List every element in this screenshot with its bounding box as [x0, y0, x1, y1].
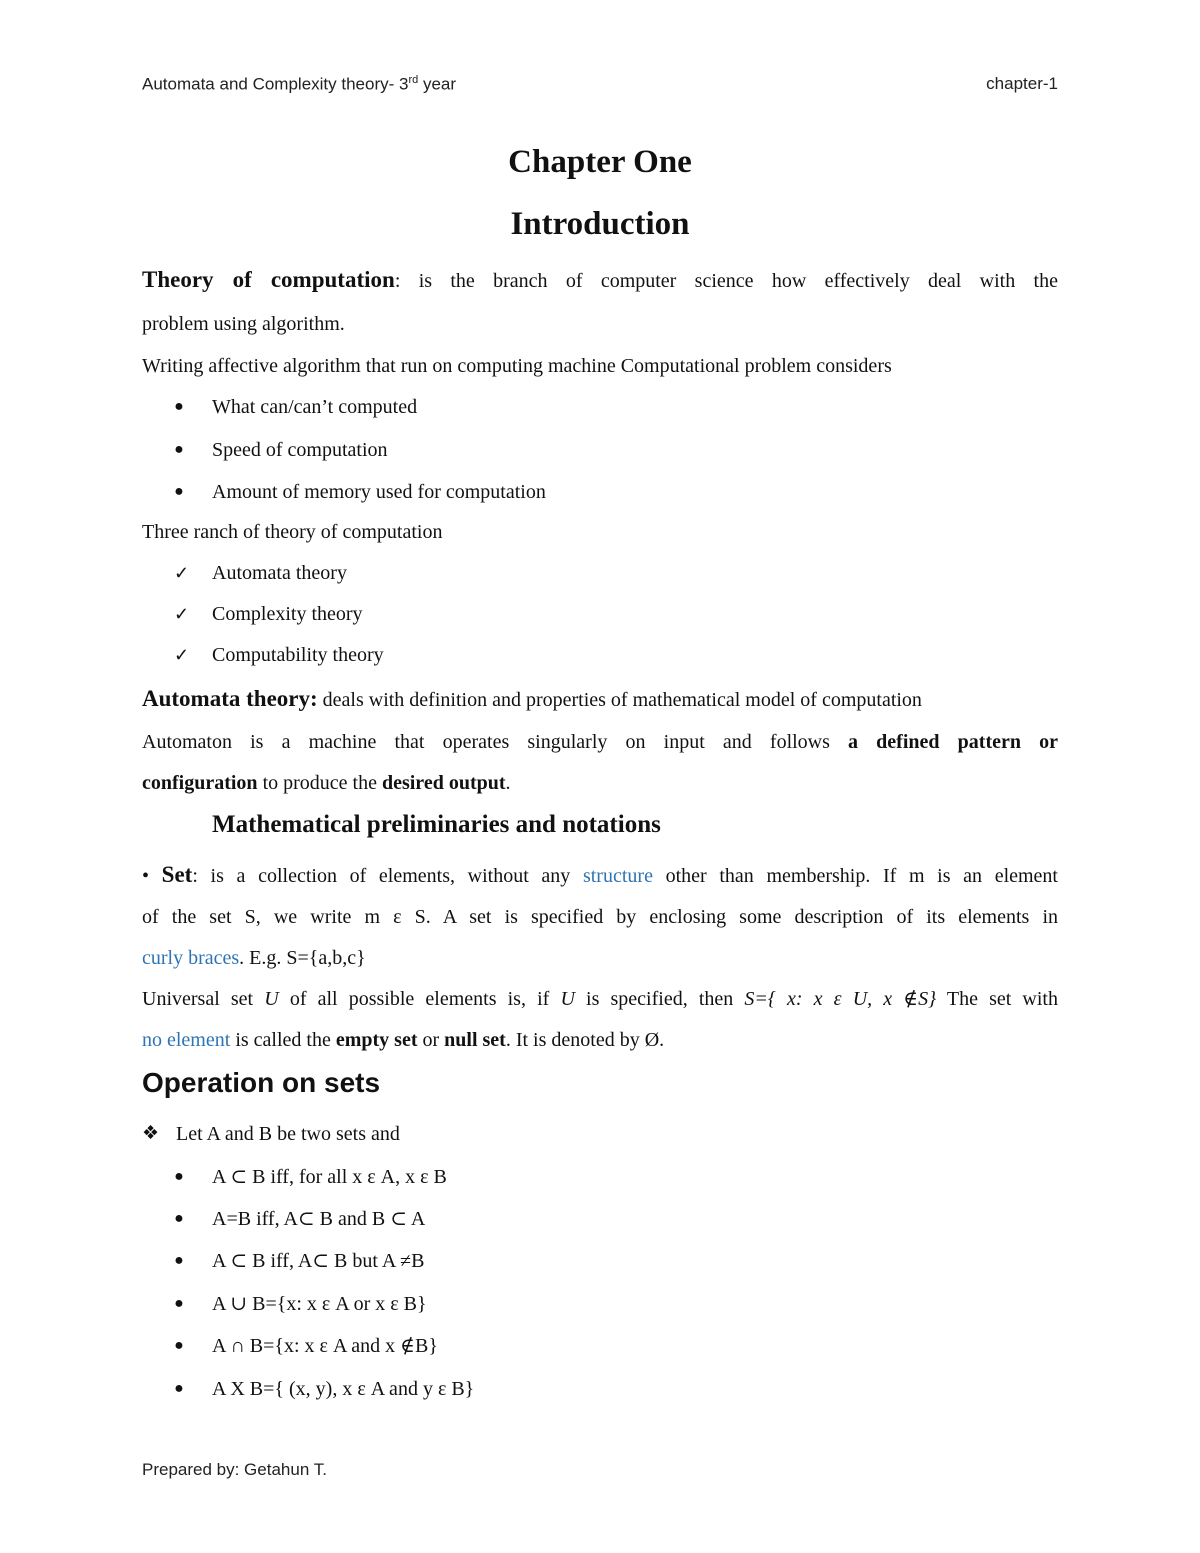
automaton-line1: Automaton is a machine that operates singularly on input and follows a defined pattern or — [142, 731, 1058, 753]
automata-definition: Automata theory: deals with definition and properties of mathematical model of computation — [142, 686, 922, 711]
bullet-icon: ● — [174, 1210, 184, 1227]
bullet-icon: ● — [174, 1337, 184, 1354]
page-header-left: Automata and Complexity theory- 3rd year — [142, 74, 457, 94]
set-line2: of the set S, we write m ε S. A set is specified by enclosing some description of its elements in — [142, 906, 1058, 928]
bullet-icon: ● — [174, 398, 184, 415]
toc-definition-line2: problem using algorithm. — [142, 313, 345, 335]
bullet-icon: ● — [174, 483, 184, 500]
set-line1: • Set: is a collection of elements, without any structure other than membership. If m is an element — [142, 862, 1058, 887]
branch-intro: Three ranch of theory of computation — [142, 521, 443, 543]
bullet-icon: ● — [174, 1252, 184, 1269]
bullet-icon: ● — [174, 441, 184, 458]
checkmark-icon: ✓ — [174, 563, 190, 583]
operations-heading: Operation on sets — [142, 1067, 381, 1098]
bullet-icon: ● — [174, 1295, 184, 1312]
page-header-right: chapter-1 — [986, 74, 1058, 93]
bullet-icon: ● — [174, 1168, 184, 1185]
page-footer: Prepared by: Getahun T. — [142, 1460, 327, 1479]
set-line4: Universal set U of all possible elements is, if U is specified, then S={ x: x ε U, x ∉S} The set with — [142, 988, 1058, 1010]
no-element-link[interactable]: no element — [142, 1029, 231, 1051]
diamond-bullet-icon: ❖ — [142, 1123, 160, 1144]
toc-definition-line1: Theory of computation: is the branch of computer science how effectively deal with the — [142, 267, 1058, 292]
bullet-icon: ● — [174, 1380, 184, 1397]
automaton-line2: configuration to produce the desired output. — [142, 772, 511, 794]
curly-braces-link[interactable]: curly braces — [142, 947, 240, 969]
math-heading: Mathematical preliminaries and notations — [212, 811, 661, 838]
set-line5: no element is called the empty set or null set. It is denoted by Ø. — [142, 1029, 665, 1051]
chapter-title: Chapter One — [508, 144, 692, 180]
checkmark-icon: ✓ — [174, 604, 190, 624]
section-title: Introduction — [510, 206, 690, 242]
structure-link[interactable]: structure — [582, 865, 653, 887]
set-line3: curly braces. E.g. S={a,b,c} — [142, 947, 366, 969]
checkmark-icon: ✓ — [174, 645, 190, 665]
toc-line3: Writing affective algorithm that run on computing machine Computational problem considers — [142, 355, 892, 377]
